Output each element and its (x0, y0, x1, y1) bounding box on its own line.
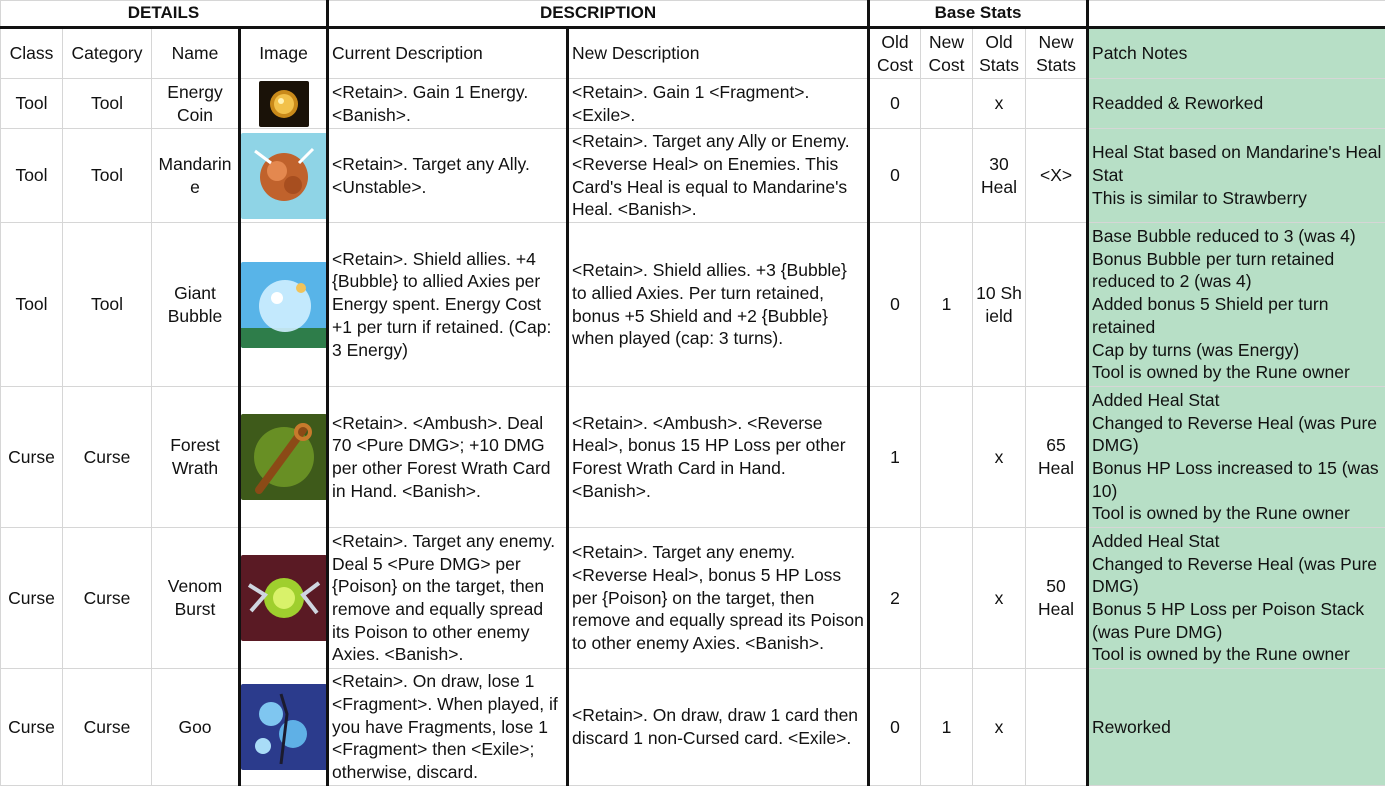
cell-old-stats: x (973, 387, 1026, 528)
col-new-stats: New Stats (1026, 28, 1088, 79)
cell-new-stats: 65 Heal (1026, 387, 1088, 528)
cell-current-description: <Retain>. On draw, lose 1 <Fragment>. When played, if you have Fragments, lose 1 <Fragment> then <Exile>; otherwise, discard. (328, 669, 568, 786)
col-patch-notes: Patch Notes (1088, 28, 1385, 79)
cell-category: Curse (63, 669, 152, 786)
cell-new-cost (921, 129, 973, 223)
cell-new-description: <Retain>. On draw, draw 1 card then discard 1 non-Cursed card. <Exile>. (568, 669, 869, 786)
cell-patch-notes: Readded & Reworked (1088, 79, 1385, 129)
cell-category: Tool (63, 79, 152, 129)
table-row (1, 528, 1385, 669)
cell-new-description: <Retain>. Gain 1 <Fragment>. <Exile>. (568, 79, 869, 129)
cell-class: Tool (1, 223, 63, 387)
cell-new-description: <Retain>. Target any enemy. <Reverse Heal>, bonus 5 HP Loss per {Poison} on the target, then remove and equally spread its Poison to other enemy Axies. <Banish>. (568, 528, 869, 669)
cell-patch-notes: Reworked (1088, 669, 1385, 786)
cell-class: Curse (1, 528, 63, 669)
cell-class: Tool (1, 129, 63, 223)
col-name: Name (152, 28, 240, 79)
bubble-icon (241, 262, 327, 348)
cell-patch-notes: Added Heal Stat Changed to Reverse Heal (was Pure DMG) Bonus HP Loss increased to 15 (was 10) Tool is owned by the Rune owner (1088, 387, 1385, 528)
goo-icon (241, 684, 327, 770)
cell-name: Energy Coin (152, 79, 240, 129)
cell-image (240, 223, 328, 387)
cell-class: Curse (1, 669, 63, 786)
col-old-stats: Old Stats (973, 28, 1026, 79)
cell-category: Curse (63, 387, 152, 528)
cell-current-description: <Retain>. <Ambush>. Deal 70 <Pure DMG>; +10 DMG per other Forest Wrath Card in Hand. <Banish>. (328, 387, 568, 528)
col-old-cost: Old Cost (869, 28, 921, 79)
table-row (1, 79, 1385, 129)
cell-patch-notes: Added Heal Stat Changed to Reverse Heal (was Pure DMG) Bonus 5 HP Loss per Poison Stack (was Pure DMG) Tool is owned by the Rune owner (1088, 528, 1385, 669)
cell-image (240, 387, 328, 528)
wooden-staff-icon (241, 414, 327, 500)
table-row (1, 387, 1385, 528)
cell-new-stats: <X> (1026, 129, 1088, 223)
cell-name: Goo (152, 669, 240, 786)
cell-name: Mandarine (152, 129, 240, 223)
cell-new-stats (1026, 223, 1088, 387)
cell-old-cost: 0 (869, 79, 921, 129)
cell-image (240, 79, 328, 129)
cell-class: Curse (1, 387, 63, 528)
cell-new-cost (921, 79, 973, 129)
cell-patch-notes: Base Bubble reduced to 3 (was 4) Bonus Bubble per turn retained reduced to 2 (was 4) Added bonus 5 Shield per turn retained Cap by turns (was Energy) Tool is owned by the Rune owner (1088, 223, 1385, 387)
group-header-details: DETAILS (1, 1, 328, 28)
group-header-base-stats: Base Stats (869, 1, 1088, 28)
cell-new-stats: 50 Heal (1026, 528, 1088, 669)
cell-old-stats: 30 Heal (973, 129, 1026, 223)
col-new-cost: New Cost (921, 28, 973, 79)
col-new-description: New Description (568, 28, 869, 79)
cell-current-description: <Retain>. Shield allies. +4 {Bubble} to allied Axies per Energy spent. Energy Cost +1 per turn if retained. (Cap: 3 Energy) (328, 223, 568, 387)
cell-image (240, 669, 328, 786)
cell-old-stats: x (973, 79, 1026, 129)
cell-old-stats: x (973, 669, 1026, 786)
group-header-blank (1088, 1, 1385, 28)
cell-current-description: <Retain>. Target any Ally. <Unstable>. (328, 129, 568, 223)
cell-new-stats (1026, 669, 1088, 786)
cell-old-stats: 10 Shield (973, 223, 1026, 387)
cell-new-stats (1026, 79, 1088, 129)
col-class: Class (1, 28, 63, 79)
cell-new-cost: 1 (921, 223, 973, 387)
cell-new-description: <Retain>. Target any Ally or Enemy. <Reverse Heal> on Enemies. This Card's Heal is equal to Mandarine's Heal. <Banish>. (568, 129, 869, 223)
cell-old-cost: 0 (869, 223, 921, 387)
cell-name: Giant Bubble (152, 223, 240, 387)
cell-name: Venom Burst (152, 528, 240, 669)
cell-patch-notes: Heal Stat based on Mandarine's Heal Stat This is similar to Strawberry (1088, 129, 1385, 223)
table-row (1, 669, 1385, 786)
table-row (1, 129, 1385, 223)
gold-coin-icon (259, 81, 309, 127)
group-header-description: DESCRIPTION (328, 1, 869, 28)
cell-current-description: <Retain>. Target any enemy. Deal 5 <Pure DMG> per {Poison} on the target, then remove and equally spread its Poison to other enemy Axies. <Banish>. (328, 528, 568, 669)
group-header-row (1, 1, 1385, 28)
cell-old-cost: 1 (869, 387, 921, 528)
cell-old-cost: 2 (869, 528, 921, 669)
cell-new-cost (921, 387, 973, 528)
venom-burst-icon (241, 555, 327, 641)
col-category: Category (63, 28, 152, 79)
cell-category: Curse (63, 528, 152, 669)
cell-old-stats: x (973, 528, 1026, 669)
cell-old-cost: 0 (869, 669, 921, 786)
col-current-description: Current Description (328, 28, 568, 79)
cell-image (240, 129, 328, 223)
cell-current-description: <Retain>. Gain 1 Energy. <Banish>. (328, 79, 568, 129)
cell-category: Tool (63, 223, 152, 387)
cell-class: Tool (1, 79, 63, 129)
cell-old-cost: 0 (869, 129, 921, 223)
cell-name: Forest Wrath (152, 387, 240, 528)
table-row (1, 223, 1385, 387)
cell-new-description: <Retain>. <Ambush>. <Reverse Heal>, bonus 15 HP Loss per other Forest Wrath Card in Hand. <Banish>. (568, 387, 869, 528)
cell-new-cost: 1 (921, 669, 973, 786)
cell-new-cost (921, 528, 973, 669)
column-header-row (1, 28, 1385, 79)
col-image: Image (240, 28, 328, 79)
cell-image (240, 528, 328, 669)
cell-new-description: <Retain>. Shield allies. +3 {Bubble} to allied Axies. Per turn retained, bonus +5 Shield and +2 {Bubble} when played (cap: 3 turns). (568, 223, 869, 387)
mandarine-icon (241, 133, 327, 219)
cell-category: Tool (63, 129, 152, 223)
